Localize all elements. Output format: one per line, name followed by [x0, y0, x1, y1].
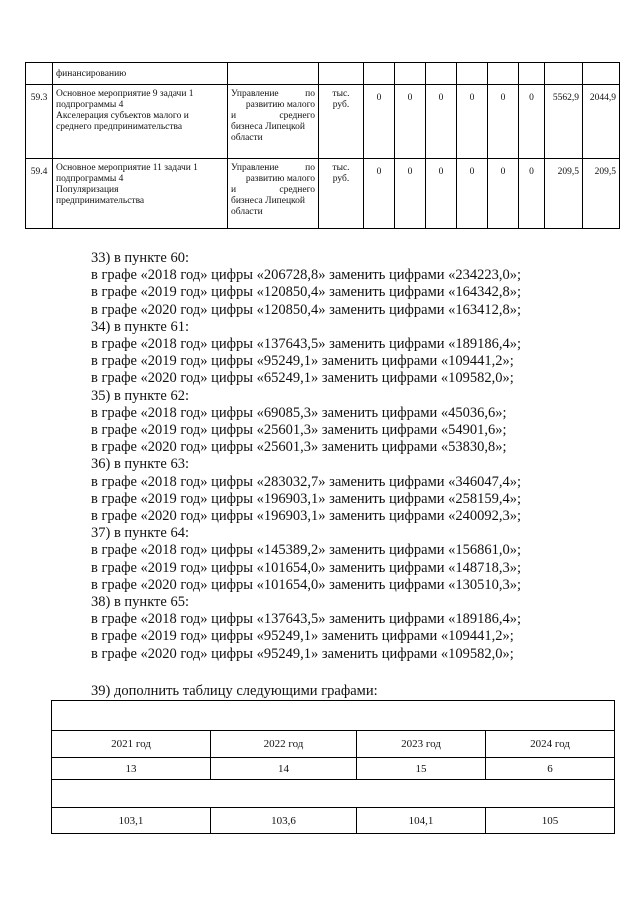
row-name	[53, 159, 228, 229]
unit-line: руб.	[332, 174, 350, 184]
table-row	[52, 780, 615, 808]
text-line: в графе «2018 год» цифры «137643,5» заменить цифрами «189186,4»;	[91, 611, 522, 628]
value-cell: 0	[426, 85, 457, 159]
row-name-line: предпринимательства	[56, 196, 145, 206]
budget-table	[25, 62, 620, 229]
row-name-line: Основное мероприятие 9 задачи 1	[56, 89, 194, 99]
unit-line: руб.	[332, 100, 350, 110]
executor-line: Управление по	[231, 163, 315, 173]
unit-line: тыс.	[332, 89, 350, 99]
text-line: в графе «2018 год» цифры «137643,5» заменить цифрами «189186,4»;	[91, 336, 522, 353]
text-line: 34) в пункте 61:	[91, 318, 189, 335]
year-header: 2023 год	[357, 731, 486, 758]
text-line: в графе «2020 год» цифры «101654,0» заменить цифрами «130510,3»;	[91, 576, 522, 593]
text-line: в графе «2019 год» цифры «25601,3» заменить цифрами «54901,6»;	[91, 422, 507, 439]
text-line: в графе «2019 год» цифры «95249,1» заменить цифрами «109441,2»;	[91, 628, 514, 645]
row-number: 59.4	[26, 159, 53, 229]
text-line: в графе «2020 год» цифры «25601,3» заменить цифрами «53830,8»;	[91, 439, 507, 456]
row-name-line: Основное мероприятие 11 задачи 1	[56, 163, 198, 173]
executor-line: развитию малого	[245, 100, 315, 110]
row-number: 59.3	[26, 85, 53, 159]
value-cell: 0	[488, 159, 519, 229]
executor-line: области	[231, 207, 263, 217]
column-number: 14	[211, 758, 357, 780]
executor-line: бизнеса Липецкой	[231, 122, 306, 132]
unit-line: тыс.	[332, 163, 350, 173]
text-line: 36) в пункте 63:	[91, 456, 189, 473]
column-number: 13	[52, 758, 211, 780]
value-cell: 0	[364, 159, 395, 229]
addition-heading: 39) дополнить таблицу следующими графами:	[91, 683, 378, 699]
text-line: 33) в пункте 60:	[91, 250, 189, 266]
value-cell: 103,1	[52, 808, 211, 834]
text-line: 37) в пункте 64:	[91, 525, 189, 542]
text-line: в графе «2019 год» цифры «95249,1» заменить цифрами «109441,2»;	[91, 353, 514, 370]
text-line: в графе «2020 год» цифры «196903,1» заменить цифрами «240092,3»;	[91, 508, 522, 525]
table-row	[26, 63, 620, 85]
value-cell: 105	[486, 808, 615, 834]
value-cell: 104,1	[357, 808, 486, 834]
year-header: 2024 год	[486, 731, 615, 758]
value-cell: 0	[519, 159, 545, 229]
executor-line: развитию малого	[245, 174, 315, 184]
value-cell: 0	[426, 159, 457, 229]
row-name-line: Популяризация	[56, 185, 119, 195]
amendment-text	[91, 250, 521, 663]
table-row	[52, 808, 615, 834]
value-cell: 209,5	[545, 159, 583, 229]
text-line: в графе «2018 год» цифры «206728,8» заменить цифрами «234223,0»;	[91, 267, 522, 284]
row-name-line: подпрограммы 4	[56, 174, 124, 184]
value-cell: 0	[395, 159, 426, 229]
table-row	[52, 731, 615, 758]
text-line: в графе «2018 год» цифры «69085,3» заменить цифрами «45036,6»;	[91, 404, 507, 421]
text-line: в графе «2018 год» цифры «145389,2» заменить цифрами «156861,0»;	[91, 542, 522, 559]
executor-line: бизнеса Липецкой	[231, 196, 306, 206]
text-line: 35) в пункте 62:	[91, 387, 189, 404]
text-line: в графе «2018 год» цифры «283032,7» заменить цифрами «346047,4»;	[91, 473, 522, 490]
executor-line: области	[231, 133, 263, 143]
text-line: в графе «2020 год» цифры «65249,1» заменить цифрами «109582,0»;	[91, 370, 514, 387]
text-line: в графе «2019 год» цифры «120850,4» заменить цифрами «164342,8»;	[91, 284, 522, 301]
table-row	[26, 85, 620, 159]
row-name-line: подпрограммы 4	[56, 100, 124, 110]
value-cell: 0	[364, 85, 395, 159]
text-line: в графе «2020 год» цифры «120850,4» заменить цифрами «163412,8»;	[91, 301, 522, 318]
table-row	[52, 701, 615, 731]
row-executor	[228, 159, 319, 229]
text-line: в графе «2019 год» цифры «196903,1» заменить цифрами «258159,4»;	[91, 490, 522, 507]
value-cell: 209,5	[583, 159, 620, 229]
year-header: 2022 год	[211, 731, 357, 758]
text-line: в графе «2019 год» цифры «101654,0» заменить цифрами «148718,3»;	[91, 559, 522, 576]
column-number: 6	[486, 758, 615, 780]
row-executor	[228, 85, 319, 159]
value-cell: 2044,9	[583, 85, 620, 159]
row-name-line: среднего предпринимательства	[56, 122, 183, 132]
row-unit	[319, 85, 364, 159]
row-name: финансированию	[53, 63, 228, 85]
table-row	[52, 758, 615, 780]
table-row	[26, 159, 620, 229]
row-name	[53, 85, 228, 159]
value-cell: 0	[457, 159, 488, 229]
row-unit	[319, 159, 364, 229]
row-name-line: Акселерация субъектов малого и	[56, 111, 189, 121]
text-line: в графе «2020 год» цифры «95249,1» заменить цифрами «109582,0»;	[91, 645, 514, 662]
value-cell: 0	[395, 85, 426, 159]
executor-line: и среднего	[231, 111, 315, 121]
executor-line: и среднего	[231, 185, 315, 195]
value-cell: 0	[457, 85, 488, 159]
column-number: 15	[357, 758, 486, 780]
value-cell: 0	[519, 85, 545, 159]
additional-columns-table	[51, 700, 615, 834]
year-header: 2021 год	[52, 731, 211, 758]
value-cell: 5562,9	[545, 85, 583, 159]
value-cell: 0	[488, 85, 519, 159]
value-cell: 103,6	[211, 808, 357, 834]
executor-line: Управление по	[231, 89, 315, 99]
text-line: 38) в пункте 65:	[91, 594, 189, 611]
